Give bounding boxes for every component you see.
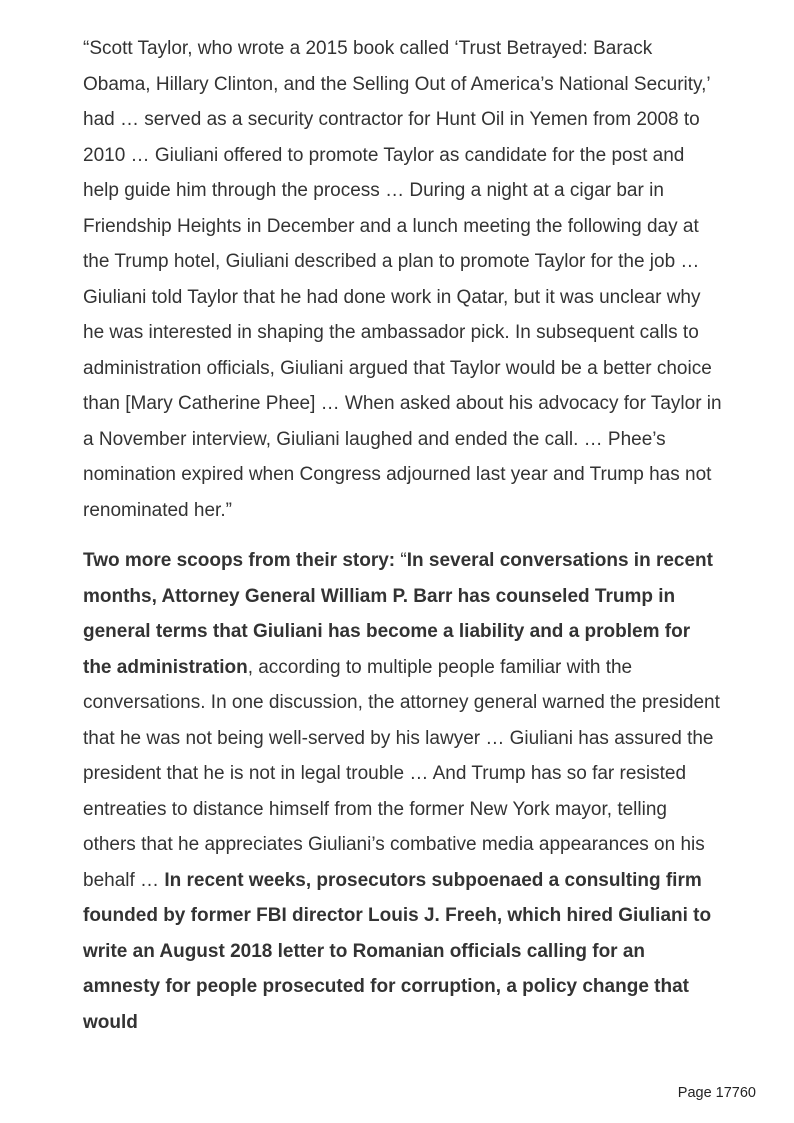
page-number: Page 17760 — [677, 1085, 756, 1101]
paragraph-two-scoops — [83, 543, 723, 1040]
paragraph-taylor-quote — [83, 31, 723, 528]
document-body — [83, 31, 723, 1040]
scoops-intro: Two more scoops from their story: — [83, 550, 401, 571]
barr-scoop: In several conversations in recent months, Attorney General William P. Barr has counseled Trump in general terms that Giuliani has become a liability and a problem for the administration — [83, 550, 713, 678]
scoop-context: , according to multiple people familiar with the conversations. In one discussion, the attorney general warned the president that he was not being well-served by his lawyer … Giuliani has assured the president that he is not in legal trouble … And Trump has so far resisted entreaties to distance himself from the former New York mayor, telling others that he appreciates Giuliani’s combative media appearances on his behalf … — [83, 656, 720, 891]
subpoena-scoop: In recent weeks, prosecutors subpoenaed a consulting firm founded by former FBI director Louis J. Freeh, which hired Giuliani to write an August 2018 letter to Romanian officials calling for an amnesty for people prosecuted for corruption, a policy change that would — [83, 869, 712, 1033]
paragraph-text: “Scott Taylor, who wrote a 2015 book called ‘Trust Betrayed: Barack Obama, Hillary Clinton, and the Selling Out of America’s National Security,’ had … served as a security contractor for Hunt Oil in Yemen from 2008 to 2010 … Giuliani offered to promote Taylor as candidate for the post and help guide him through the process … During a night at a cigar bar in Friendship Heights in December and a lunch meeting the following day at the Trump hotel, Giuliani described a plan to promote Taylor for the job … Giuliani told Taylor that he had done work in Qatar, but it was unclear why he was interested in shaping the ambassador pick. In subsequent calls to administration officials, Giuliani argued that Taylor would be a better choice than [Mary Catherine Phee] … When asked about his advocacy for Taylor in a November interview, Giuliani laughed and ended the call. … Phee’s nomination expired when Congress adjourned last year and Trump has not renominated her.” — [83, 38, 722, 521]
quote-mark: “ — [400, 550, 407, 571]
